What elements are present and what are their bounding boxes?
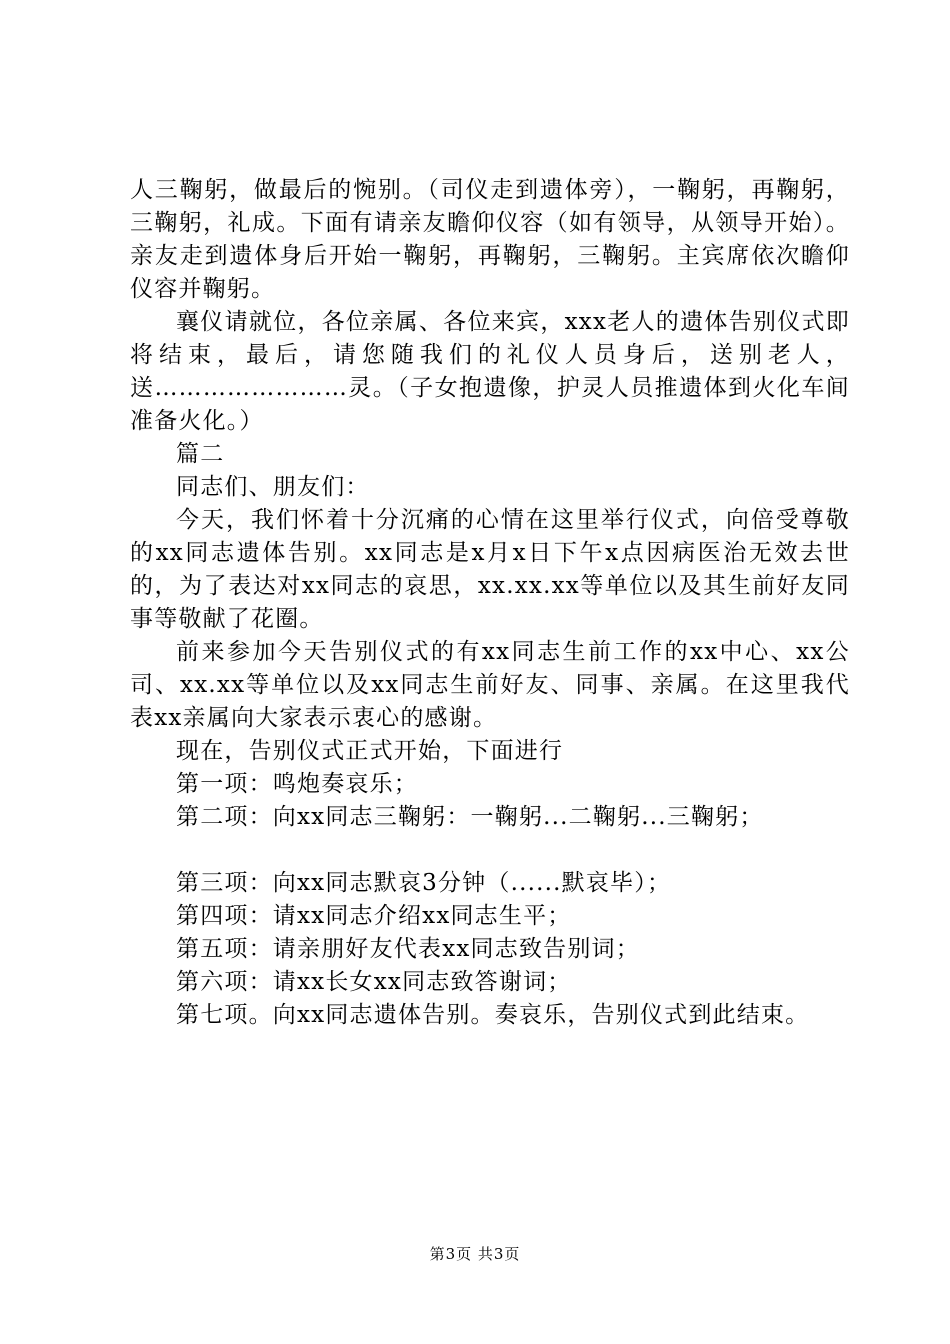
agenda-item-6: 第六项：请xx长女xx同志致答谢词；	[176, 969, 572, 995]
agenda-item-2: 第二项：向xx同志三鞠躬：一鞠躬...二鞠躬...三鞠躬；	[176, 804, 764, 830]
section-heading-part-two: 篇二	[176, 441, 225, 467]
paragraph-ceremony-start: 现在，告别仪式正式开始，下面进行	[176, 738, 564, 764]
paragraph-attendees: 前来参加今天告别仪式的有xx同志生前工作的xx中心、xx公司、xx.xx等单位以及xx同志生前好友、同事、亲属。在这里我代表xx亲属向大家表示衷心的感谢。	[130, 639, 850, 731]
agenda-item-5: 第五项：请亲朋好友代表xx同志致告别词；	[176, 936, 640, 962]
agenda-item-4: 第四项：请xx同志介绍xx同志生平；	[176, 903, 572, 929]
document-body	[130, 174, 850, 1032]
agenda-item-7: 第七项。向xx同志遗体告别。奏哀乐，告别仪式到此结束。	[176, 1002, 810, 1028]
agenda-item-3: 第三项：向xx同志默哀3分钟（......默哀毕）；	[176, 870, 672, 896]
paragraph-opening-remarks: 今天，我们怀着十分沉痛的心情在这里举行仪式，向倍受尊敬的xx同志遗体告别。xx同志是x月x日下午x点因病医治无效去世的，为了表达对xx同志的哀思，xx.xx.xx等单位以及其生前好友同事等敬献了花圈。	[130, 507, 850, 632]
agenda-item-1: 第一项：鸣炮奏哀乐；	[176, 771, 418, 797]
paragraph-ceremony-ending: 襄仪请就位，各位亲属、各位来宾，xxx老人的遗体告别仪式即将结束，最后，请您随我们的礼仪人员身后，送别老人，送……………………灵。（子女抱遗像，护灵人员推遗体到火化车间准备火化。）	[130, 309, 850, 434]
paragraph-farewell-bows: 人三鞠躬，做最后的惋别。（司仪走到遗体旁），一鞠躬，再鞠躬，三鞠躬，礼成。下面有请亲友瞻仰仪容（如有领导，从领导开始）。亲友走到遗体身后开始一鞠躬，再鞠躬，三鞠躬。主宾席依次瞻仰仪容并鞠躬。	[130, 177, 850, 302]
paragraph-salutation: 同志们、朋友们：	[176, 474, 370, 500]
page-number-footer: 第3页 共3页	[429, 1245, 521, 1263]
